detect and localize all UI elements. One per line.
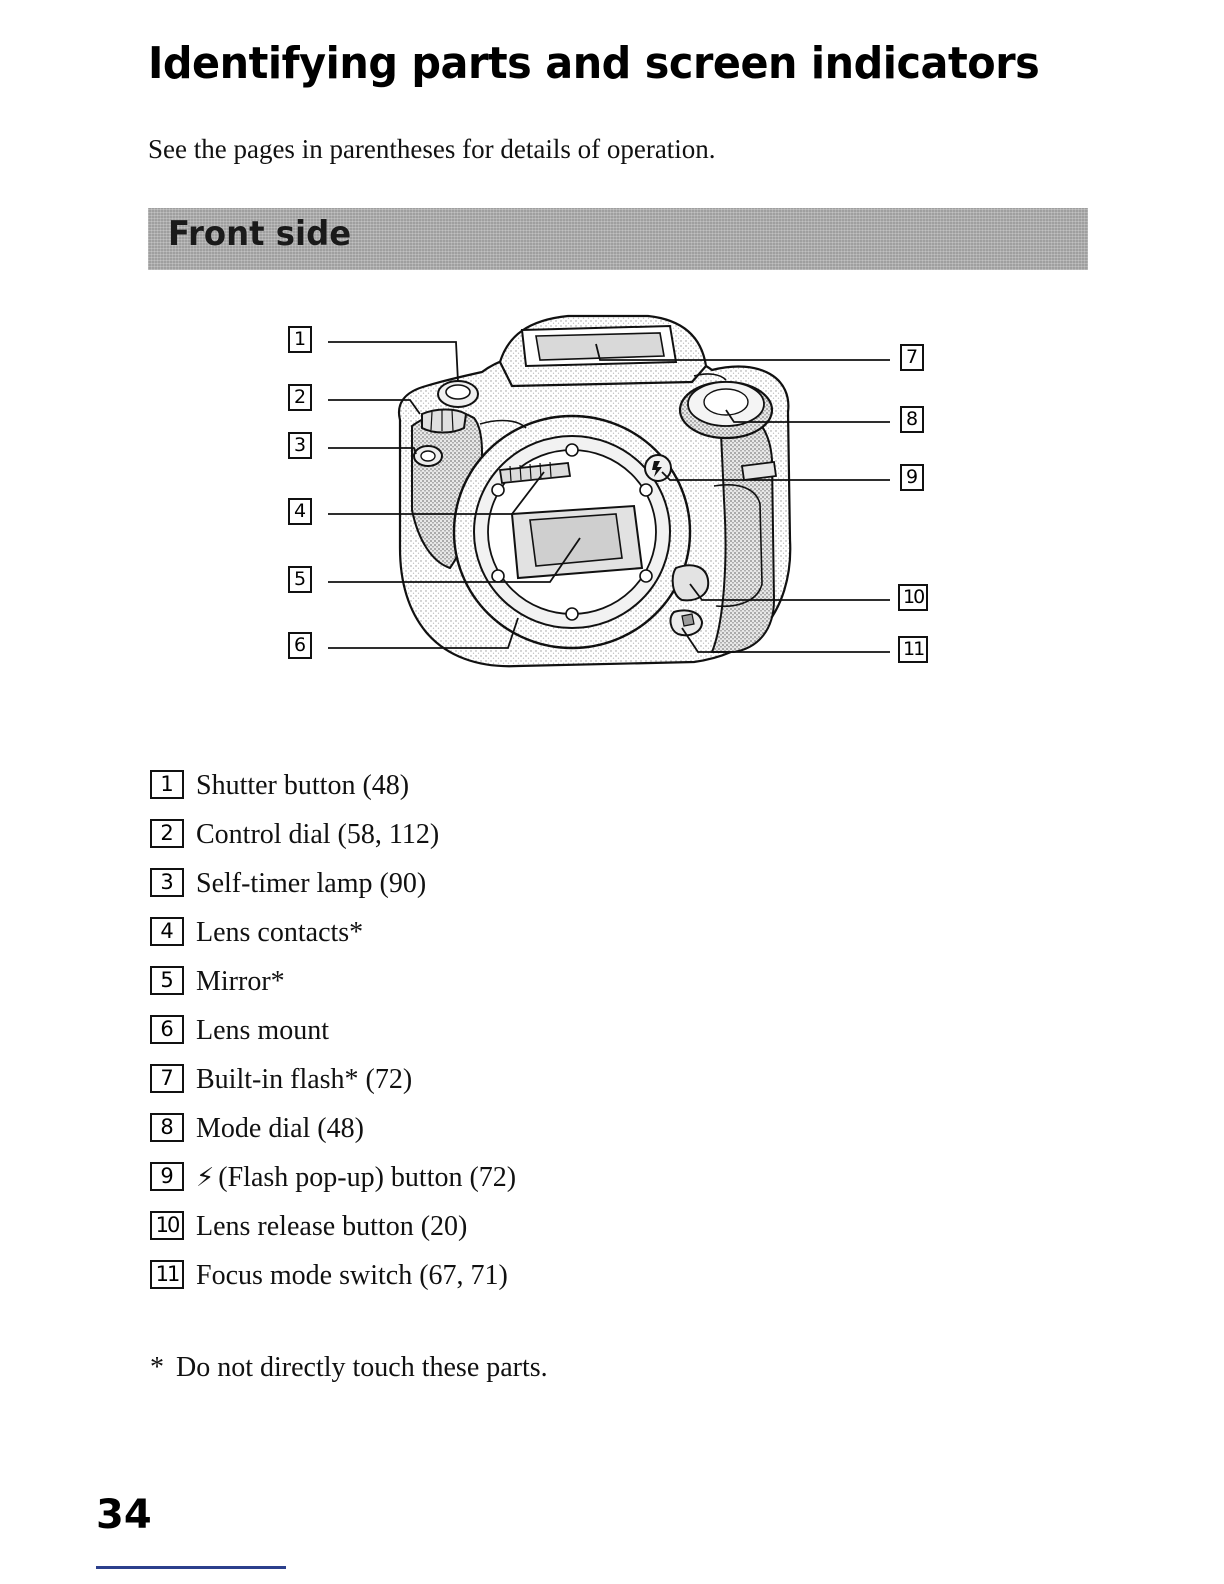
flash-icon: ⚡ bbox=[196, 1163, 215, 1193]
footnote-marker: * bbox=[150, 1352, 164, 1383]
legend-label: Mirror* bbox=[196, 966, 285, 997]
legend-number: 9 bbox=[150, 1162, 184, 1191]
page-title: Identifying parts and screen indicators bbox=[148, 38, 1040, 89]
legend-label: Shutter button (48) bbox=[196, 770, 410, 801]
callout-4: 4 bbox=[288, 498, 312, 525]
legend-number: 1 bbox=[150, 770, 184, 799]
list-item bbox=[150, 1211, 1050, 1260]
legend-label: Lens contacts* bbox=[196, 917, 364, 948]
callout-8: 8 bbox=[900, 406, 924, 433]
footer-rule bbox=[96, 1566, 286, 1569]
page-subtitle: See the pages in parentheses for details of operation. bbox=[148, 134, 716, 164]
callout-3: 3 bbox=[288, 432, 312, 459]
list-item bbox=[150, 1064, 1050, 1113]
callout-1: 1 bbox=[288, 326, 312, 353]
section-header-label: Front side bbox=[168, 214, 352, 254]
callout-7: 7 bbox=[900, 344, 924, 371]
list-item bbox=[150, 1015, 1050, 1064]
list-item bbox=[150, 868, 1050, 917]
callout-6: 6 bbox=[288, 632, 312, 659]
legend-label: (Flash pop-up) button (72) bbox=[218, 1162, 517, 1193]
legend-label: Control dial (58, 112) bbox=[196, 819, 440, 850]
legend-number: 10 bbox=[150, 1211, 184, 1240]
list-item bbox=[150, 917, 1050, 966]
legend-number: 8 bbox=[150, 1113, 184, 1142]
list-item bbox=[150, 770, 1050, 819]
callout-10: 10 bbox=[898, 584, 928, 611]
footnote-text: Do not directly touch these parts. bbox=[176, 1352, 548, 1383]
legend-number: 3 bbox=[150, 868, 184, 897]
list-item bbox=[150, 1162, 1050, 1211]
legend-label: Mode dial (48) bbox=[196, 1113, 364, 1144]
callout-9: 9 bbox=[900, 464, 924, 491]
footnote bbox=[150, 1352, 548, 1384]
list-item bbox=[150, 819, 1050, 868]
legend-label: Focus mode switch (67, 71) bbox=[196, 1260, 508, 1291]
legend-label: Self-timer lamp (90) bbox=[196, 868, 427, 899]
list-item bbox=[150, 1113, 1050, 1162]
callout-5: 5 bbox=[288, 566, 312, 593]
parts-legend-list bbox=[150, 770, 1050, 1309]
legend-number: 7 bbox=[150, 1064, 184, 1093]
list-item bbox=[150, 1260, 1050, 1309]
legend-label: Built-in flash* (72) bbox=[196, 1064, 413, 1095]
callout-2: 2 bbox=[288, 384, 312, 411]
legend-number: 11 bbox=[150, 1260, 184, 1289]
legend-number: 4 bbox=[150, 917, 184, 946]
legend-number: 6 bbox=[150, 1015, 184, 1044]
legend-label: Lens mount bbox=[196, 1015, 329, 1046]
section-header-band bbox=[148, 208, 1088, 270]
list-item bbox=[150, 966, 1050, 1015]
camera-front-diagram bbox=[250, 300, 970, 740]
legend-number: 2 bbox=[150, 819, 184, 848]
callout-11: 11 bbox=[898, 636, 928, 663]
legend-number: 5 bbox=[150, 966, 184, 995]
legend-label: Lens release button (20) bbox=[196, 1211, 468, 1242]
page-number: 34 bbox=[96, 1492, 152, 1538]
